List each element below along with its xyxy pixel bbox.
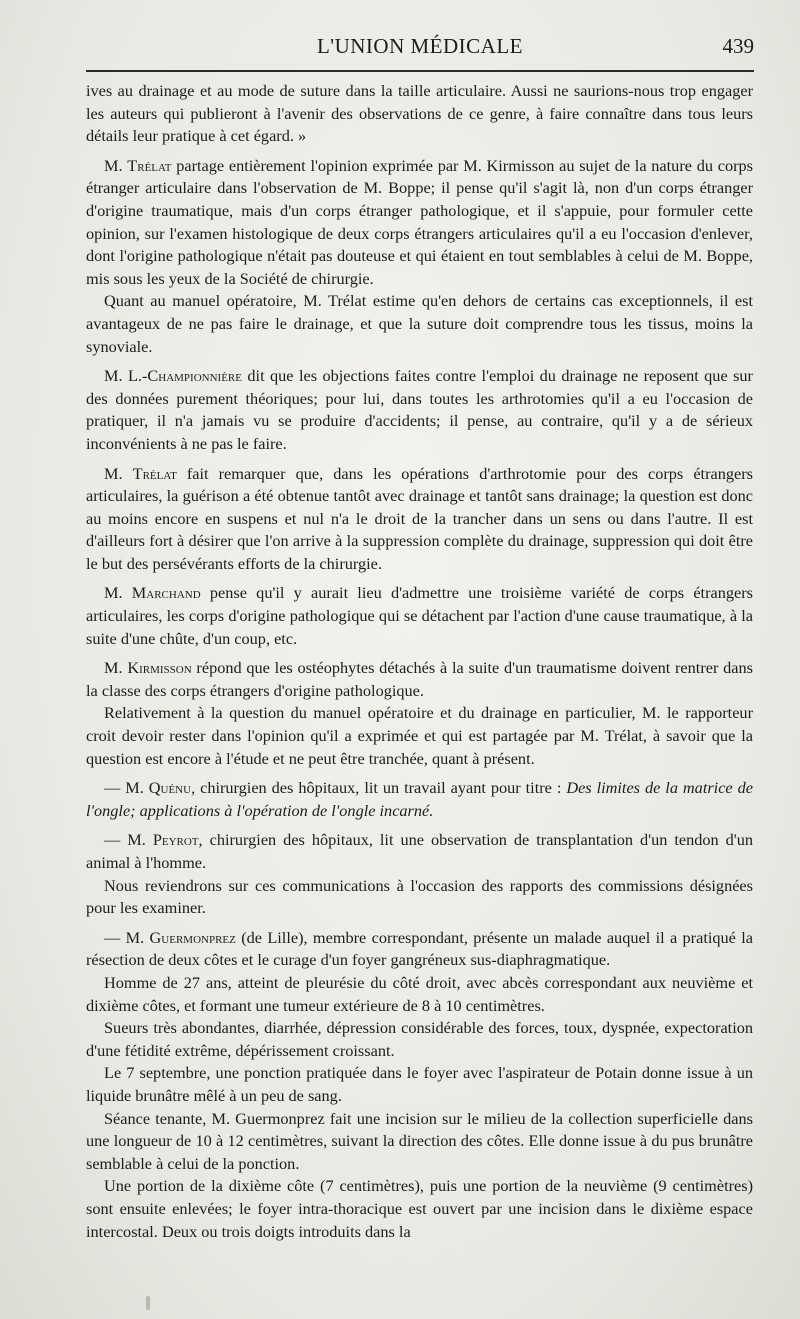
speaker-name: Kirmisson bbox=[127, 658, 192, 678]
paragraph bbox=[86, 972, 753, 1017]
speaker-name: Trélat bbox=[127, 155, 172, 175]
work-title: Des limites de la matrice de l'ongle; applications à l'opération de l'ongle incarné. bbox=[86, 778, 753, 820]
paragraph-prefix: M. bbox=[104, 658, 128, 678]
running-title: L'UNION MÉDICALE bbox=[316, 34, 523, 58]
paragraph-text: , chirurgien des hôpitaux, lit une observation de transplantation d'un tendon d'un animal à l'homme. bbox=[86, 830, 753, 872]
paragraph-text: Quant au manuel opératoire, M. Trélat estime qu'en dehors de certains cas exceptionnels, il est avantageux de ne pas faire le drainage, et que la suture doit comprendre tous les tissus, moins la synoviale. bbox=[86, 291, 753, 356]
paragraph-text: Séance tenante, M. Guermonprez fait une incision sur le milieu de la collection superficielle dans une longueur de 10 à 12 centimètres, suivant la direction des côtes. Elle donne issue à du pus brunâtre semblable à celui de la ponction. bbox=[86, 1108, 753, 1173]
paragraph bbox=[86, 1017, 753, 1062]
speaker-name: Marchand bbox=[131, 583, 201, 603]
paragraph bbox=[86, 875, 753, 920]
paragraph-prefix: — M. bbox=[104, 778, 149, 798]
paragraph-text: Sueurs très abondantes, diarrhée, dépression considérable des forces, toux, dyspnée, expectoration d'une fétidité extrême, dépérissement croissant. bbox=[86, 1018, 753, 1060]
paragraph bbox=[86, 463, 753, 576]
paragraph-text: fait remarquer que, dans les opérations d'arthrotomie pour des corps étrangers articulaires, la guérison a été obtenue tantôt avec drainage et tantôt sans drainage; la question est donc au moins encore en suspens et nul n'a le droit de la trancher dans un sens ou dans l'autre. Il est d'ailleurs fort à désirer que l'on arrive à la suppression complète du drainage, suppression qui doit être le but des persévérants efforts de la chirurgie. bbox=[86, 463, 753, 573]
paragraph-text: Relativement à la question du manuel opératoire et du drainage en particulier, M. le rapporteur croit devoir rester dans l'opinion qu'il a exprimée et qui est partagée par M. Trélat, à savoir que la question est encore à l'étude et ne peut être tranchée, quant à présent. bbox=[86, 703, 753, 768]
paragraph bbox=[86, 927, 753, 972]
paragraph bbox=[86, 582, 753, 650]
paragraph-text: (de Lille), membre correspondant, présente un malade auquel il a pratiqué la résection de deux côtes et le curage d'un foyer gangréneux sus-diaphragmatique. bbox=[86, 927, 753, 970]
paragraph-text: dit que les objections faites contre l'emploi du drainage ne reposent que sur des données purement théoriques; pour lui, dans toutes les arthrotomies qu'il a eu l'occasion de pratiquer, il n'a jamais vu se produire d'accidents; il pense, au contraire, qu'il y a de sérieux inconvénients à ne pas le faire. bbox=[86, 366, 753, 453]
paragraph-prefix: M. L.- bbox=[104, 366, 148, 386]
paragraph bbox=[86, 365, 753, 455]
speaker-name: Trélat bbox=[132, 463, 177, 483]
paragraph bbox=[86, 702, 753, 770]
paragraph-text: répond que les ostéophytes détachés à la suite d'un traumatisme doivent rentrer dans la classe des corps étrangers d'origine pathologique. bbox=[86, 658, 753, 700]
speaker-name: Guermonprez bbox=[149, 927, 236, 947]
paragraph bbox=[86, 829, 753, 874]
paragraph-text: Homme de 27 ans, atteint de pleurésie du côté droit, avec abcès correspondant aux neuvième et dixième côtes, et formant une tumeur extérieure de 8 à 10 centimètres. bbox=[86, 972, 753, 1015]
paragraph bbox=[86, 1062, 753, 1107]
speaker-name: Peyrot bbox=[152, 830, 199, 850]
paragraph bbox=[86, 290, 753, 358]
speaker-name: Quénu bbox=[148, 778, 192, 798]
paragraph bbox=[86, 777, 753, 822]
paragraph-prefix: M. bbox=[104, 155, 128, 175]
page-header bbox=[86, 34, 754, 62]
paragraph-text: Une portion de la dixième côte (7 centimètres), puis une portion de la neuvième (9 centimètres) sont ensuite enlevées; le foyer intra-thoracique est ouvert par une incision dans le dixième espace intercostal. Deux ou trois doigts introduits dans la bbox=[86, 1176, 753, 1241]
paragraph bbox=[86, 155, 753, 291]
paragraph-text: Le 7 septembre, une ponction pratiquée dans le foyer avec l'aspirateur de Potain donne issue à un liquide brunâtre mêlé à un peu de sang. bbox=[86, 1063, 753, 1105]
paragraph-text: , chirurgien des hôpitaux, lit un travail ayant pour titre : bbox=[191, 778, 567, 798]
paragraph bbox=[86, 1175, 753, 1243]
paragraph-text: partage entièrement l'opinion exprimée par M. Kirmisson au sujet de la nature du corps étranger articulaire dans l'observation de M. Boppe; il pense qu'il s'agit là, non d'un corps étranger d'origine traumatique, mais d'un corps étranger pathologique, et il s'appuie, pour formuler cette opinion, sur l'examen histologique de deux corps étrangers articulaires qu'il a eu l'occasion d'enlever, dont l'origine pathologique n'était pas douteuse et qui étaient en tout semblables à celui de M. Boppe, mis sous les yeux de la Société de chirurgie. bbox=[86, 155, 753, 288]
body-text bbox=[86, 80, 753, 1243]
paragraph bbox=[86, 80, 753, 148]
paragraph-text: pense qu'il y aurait lieu d'admettre une troisième variété de corps étrangers articulaires, les corps d'origine pathologique qui se détachent par l'action d'une cause traumatique, à la suite d'une chûte, d'un coup, etc. bbox=[86, 583, 753, 648]
paragraph-prefix: — M. bbox=[104, 830, 153, 850]
paragraph-text: ives au drainage et au mode de suture dans la taille articulaire. Aussi ne saurions-nous trop engager les auteurs qui publieront à l'avenir des observations de ce genre, à faire connaître dans tous leurs détails leur pratique à cet égard. » bbox=[86, 81, 753, 146]
paragraph bbox=[86, 657, 753, 702]
ink-mark bbox=[146, 1296, 150, 1310]
paragraph-text: Nous reviendrons sur ces communications à l'occasion des rapports des commissions désignées pour les examiner. bbox=[86, 875, 753, 918]
paragraph-prefix: M. bbox=[104, 583, 132, 603]
paragraph bbox=[86, 1108, 753, 1176]
speaker-name: Championnière bbox=[147, 366, 242, 386]
paragraph-prefix: — M. bbox=[104, 927, 150, 947]
paragraph-prefix: M. bbox=[104, 463, 133, 483]
header-rule bbox=[86, 70, 754, 72]
page-number: 439 bbox=[722, 34, 754, 58]
